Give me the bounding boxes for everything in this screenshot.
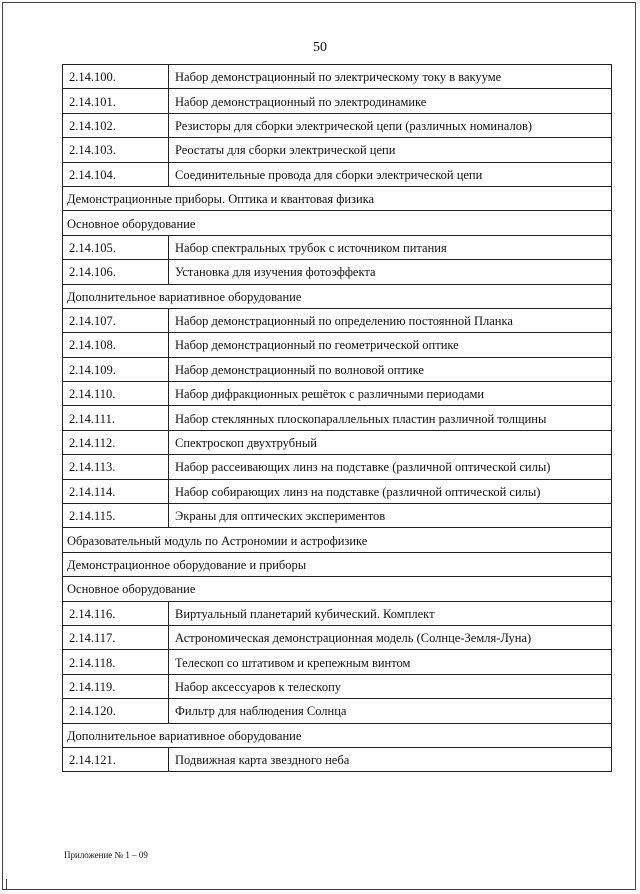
item-description: Фильтр для наблюдения Солнца [169,699,612,723]
section-heading: Дополнительное вариативное оборудование [63,284,612,308]
table-row [63,308,612,332]
item-number: 2.14.110. [63,382,169,406]
item-description: Реостаты для сборки электрической цепи [169,138,612,162]
item-number: 2.14.100. [63,65,169,89]
table-row [63,89,612,113]
item-description: Астрономическая демонстрационная модель (Солнце-Земля-Луна) [169,625,612,649]
item-description: Виртуальный планетарий кубический. Комплект [169,601,612,625]
item-description: Экраны для оптических экспериментов [169,504,612,528]
table-row [63,479,612,503]
table-row [63,601,612,625]
section-heading: Демонстрационное оборудование и приборы [63,552,612,576]
item-number: 2.14.118. [63,650,169,674]
item-number: 2.14.106. [63,260,169,284]
section-heading: Демонстрационные приборы. Оптика и квантовая физика [63,186,612,210]
table-row [63,455,612,479]
item-number: 2.14.101. [63,89,169,113]
corner-mark [6,879,17,890]
table-row [63,333,612,357]
table-row [63,430,612,454]
item-number: 2.14.103. [63,138,169,162]
item-number: 2.14.119. [63,674,169,698]
item-description: Резисторы для сборки электрической цепи (различных номиналов) [169,113,612,137]
item-number: 2.14.108. [63,333,169,357]
item-description: Телескоп со штативом и крепежным винтом [169,650,612,674]
table-row [63,406,612,430]
table-row [63,113,612,137]
item-description: Подвижная карта звездного неба [169,747,612,771]
item-number: 2.14.120. [63,699,169,723]
equipment-table [62,64,612,772]
equipment-table-body [63,65,612,772]
table-row [63,138,612,162]
item-description: Набор демонстрационный по электрическому току в вакууме [169,65,612,89]
item-description: Набор аксессуаров к телескопу [169,674,612,698]
item-description: Набор демонстрационный по волновой оптике [169,357,612,381]
table-row [63,674,612,698]
section-heading: Основное оборудование [63,211,612,235]
section-row [63,284,612,308]
item-description: Набор собирающих линз на подставке (различной оптической силы) [169,479,612,503]
section-heading: Дополнительное вариативное оборудование [63,723,612,747]
item-number: 2.14.107. [63,308,169,332]
item-number: 2.14.114. [63,479,169,503]
item-number: 2.14.104. [63,162,169,186]
item-description: Набор рассеивающих линз на подставке (различной оптической силы) [169,455,612,479]
table-row [63,162,612,186]
table-row [63,260,612,284]
item-description: Спектроскоп двухтрубный [169,430,612,454]
item-number: 2.14.112. [63,430,169,454]
footer-text: Приложение № 1 – 09 [64,850,148,860]
item-description: Набор демонстрационный по электродинамике [169,89,612,113]
section-row [63,723,612,747]
item-description: Набор стеклянных плоскопараллельных пластин различной толщины [169,406,612,430]
table-row [63,699,612,723]
item-description: Набор спектральных трубок с источником питания [169,235,612,259]
item-description: Набор демонстрационный по определению постоянной Планка [169,308,612,332]
section-row [63,577,612,601]
table-row [63,65,612,89]
item-number: 2.14.115. [63,504,169,528]
section-row [63,211,612,235]
section-row [63,186,612,210]
item-description: Набор дифракционных решёток с различными периодами [169,382,612,406]
table-row [63,382,612,406]
item-number: 2.14.105. [63,235,169,259]
table-row [63,235,612,259]
section-heading: Образовательный модуль по Астрономии и астрофизике [63,528,612,552]
table-row [63,357,612,381]
table-row [63,650,612,674]
section-row [63,528,612,552]
table-row [63,625,612,649]
table-row [63,747,612,771]
section-row [63,552,612,576]
item-number: 2.14.102. [63,113,169,137]
section-heading: Основное оборудование [63,577,612,601]
table-row [63,504,612,528]
item-number: 2.14.111. [63,406,169,430]
item-description: Установка для изучения фотоэффекта [169,260,612,284]
item-number: 2.14.121. [63,747,169,771]
item-number: 2.14.109. [63,357,169,381]
item-description: Набор демонстрационный по геометрической оптике [169,333,612,357]
page-number: 50 [313,40,327,55]
item-description: Соединительные провода для сборки электрической цепи [169,162,612,186]
item-number: 2.14.117. [63,625,169,649]
item-number: 2.14.116. [63,601,169,625]
item-number: 2.14.113. [63,455,169,479]
